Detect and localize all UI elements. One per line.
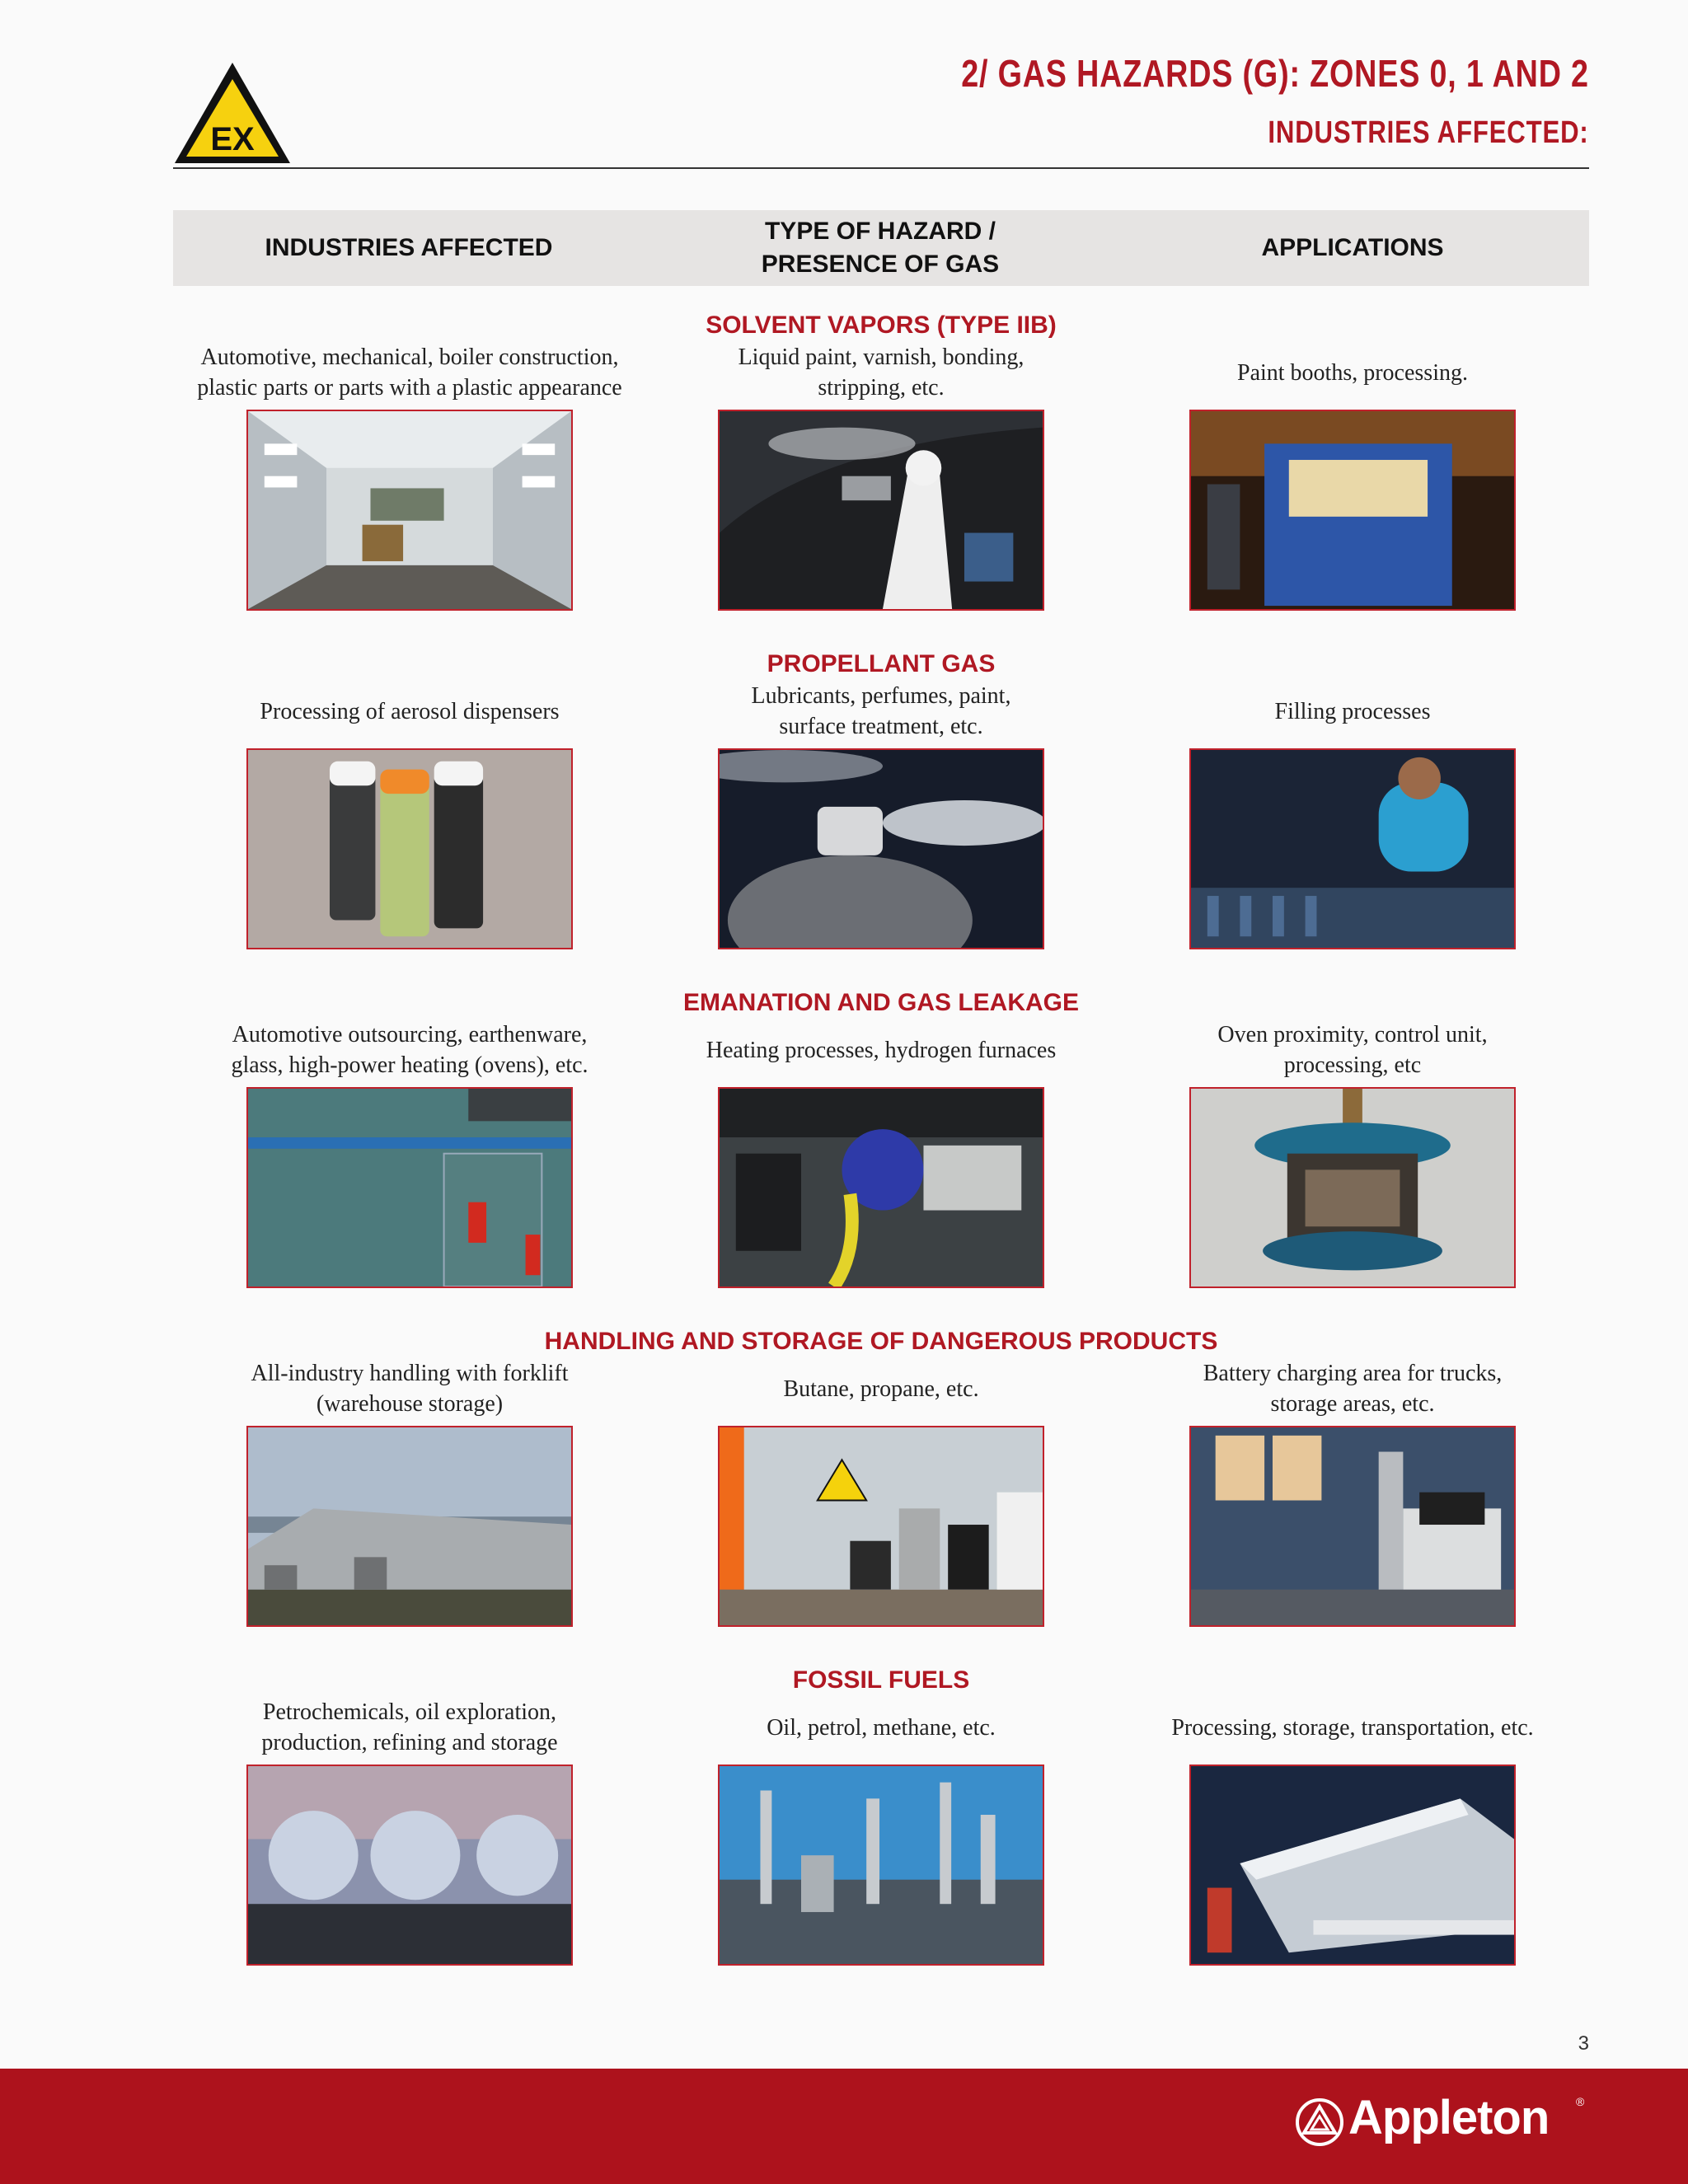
- industry-text: Automotive, mechanical, boiler construction, plastic parts or parts with a plastic appearance: [197, 344, 622, 401]
- industry-text: All-industry handling with forklift (warehouse storage): [251, 1361, 569, 1417]
- hazard-text: Butane, propane, etc.: [783, 1376, 979, 1402]
- refinery-photo: [718, 1765, 1044, 1966]
- application-text: Battery charging area for trucks, storage areas, etc.: [1203, 1361, 1503, 1417]
- application-text: Processing, storage, transportation, etc.: [1171, 1714, 1534, 1741]
- industrial-oven-photo: [246, 1087, 573, 1288]
- brand-name: Appleton: [1348, 2091, 1550, 2144]
- section-heading: EMANATION AND GAS LEAKAGE: [683, 989, 1079, 1016]
- industry-text: Petrochemicals, oil exploration, production, refining and storage: [261, 1699, 558, 1755]
- column-header-applications: APPLICATIONS: [1261, 234, 1444, 261]
- ex-hazard-logo: [171, 59, 293, 166]
- tanker-transport-photo: [1189, 1765, 1516, 1966]
- spray-painter-photo: [718, 410, 1044, 611]
- storage-spheres-photo: [246, 1765, 573, 1966]
- column-header-industries: INDUSTRIES AFFECTED: [265, 234, 553, 261]
- section-heading: FOSSIL FUELS: [792, 1666, 970, 1694]
- page-title: 2/ GAS HAZARDS (G): ZONES 0, 1 AND 2: [961, 52, 1589, 95]
- application-text: Filling processes: [1274, 698, 1431, 724]
- brand-registered-mark: ®: [1576, 2095, 1585, 2108]
- section-heading: HANDLING AND STORAGE OF DANGEROUS PRODUCTS: [544, 1328, 1218, 1355]
- filling-process-photo: [1189, 748, 1516, 949]
- aerosol-spray-photo: [718, 748, 1044, 949]
- industry-text: Processing of aerosol dispensers: [260, 698, 560, 724]
- industry-text: Automotive outsourcing, earthenware, glass, high-power heating (ovens), etc.: [231, 1022, 588, 1078]
- ex-logo-text: EX: [210, 121, 255, 157]
- section-heading: PROPELLANT GAS: [767, 650, 996, 677]
- application-text: Paint booths, processing.: [1237, 359, 1468, 386]
- column-header-hazard-line1: TYPE OF HAZARD /: [764, 218, 996, 245]
- hazard-text: Liquid paint, varnish, bonding, stripping, etc.: [738, 344, 1025, 401]
- forklift-charging-photo: [1189, 1426, 1516, 1627]
- aerosol-cans-photo: [246, 748, 573, 949]
- column-header-hazard-line2: PRESENCE OF GAS: [761, 251, 1000, 278]
- truck-paint-photo: [1189, 410, 1516, 611]
- header-divider: [173, 167, 1589, 169]
- section-heading: SOLVENT VAPORS (TYPE IIB): [706, 312, 1057, 339]
- paint-booth-photo: [246, 410, 573, 611]
- application-text: Oven proximity, control unit, processing, etc: [1217, 1022, 1488, 1078]
- chemical-storage-photo: [718, 1426, 1044, 1627]
- hazard-text: Lubricants, perfumes, paint, surface treatment, etc.: [751, 683, 1011, 739]
- control-unit-photo: [1189, 1087, 1516, 1288]
- column-header-hazard: [645, 210, 1116, 286]
- page-number: 3: [1578, 2032, 1589, 2055]
- hazard-text: Oil, petrol, methane, etc.: [767, 1714, 996, 1741]
- hazard-text: Heating processes, hydrogen furnaces: [706, 1037, 1057, 1063]
- page-subtitle: INDUSTRIES AFFECTED:: [1268, 115, 1589, 150]
- appleton-logo-icon: [1294, 2097, 1345, 2148]
- warehouse-photo: [246, 1426, 573, 1627]
- column-header-band: [173, 210, 1589, 286]
- hydrogen-furnace-photo: [718, 1087, 1044, 1288]
